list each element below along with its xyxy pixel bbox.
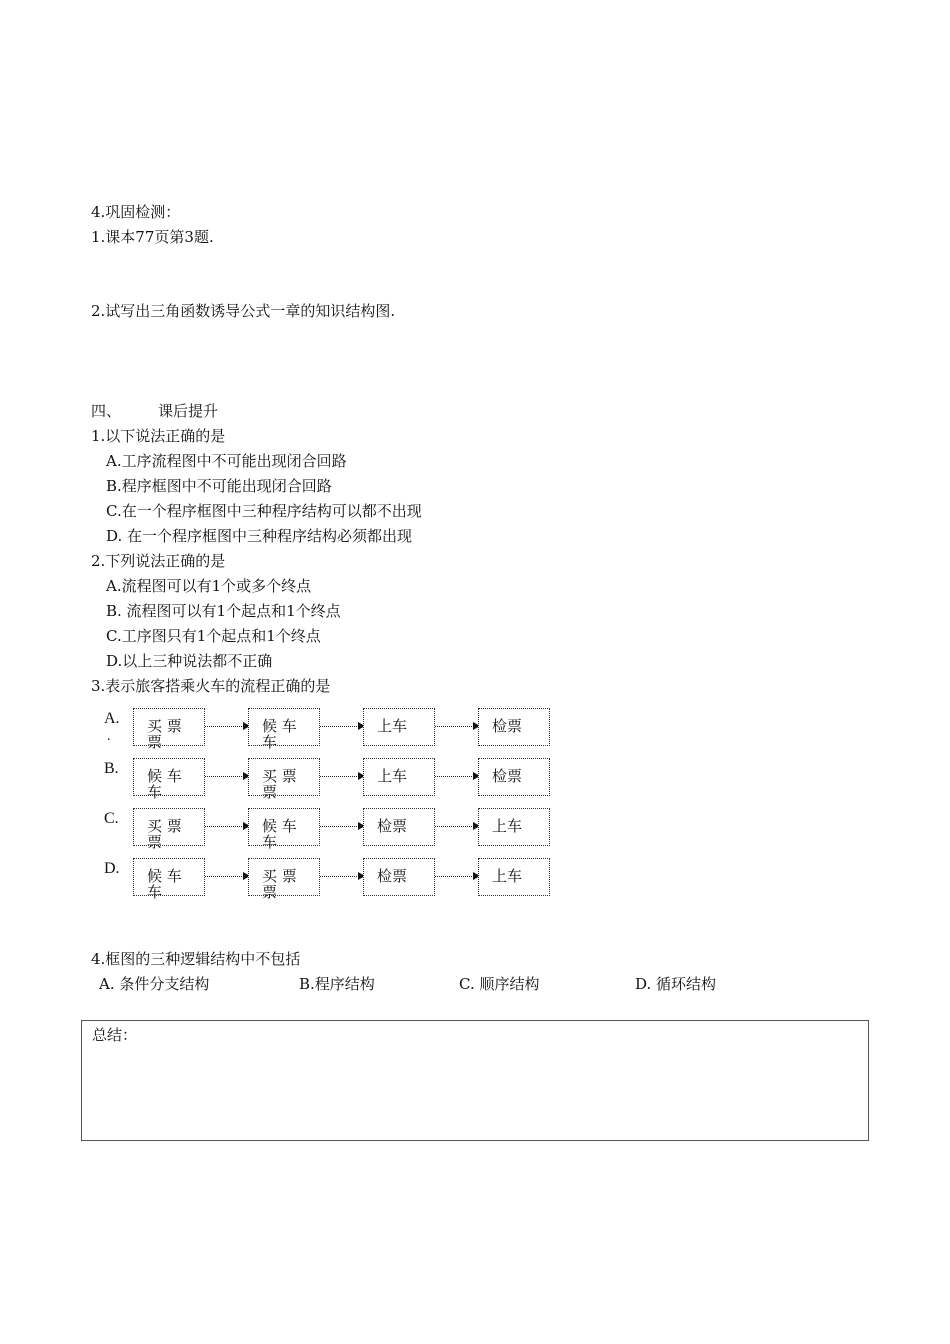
- flow-box: [133, 808, 205, 851]
- q3-stem: 3.表示旅客搭乘火车的流程正确的是: [91, 677, 331, 695]
- summary-label: 总结：: [92, 1026, 138, 1044]
- q4-option-b: B.程序结构: [299, 975, 375, 993]
- flow-box: [248, 858, 320, 901]
- flow-row-dot: .: [107, 729, 111, 744]
- box-text-wrap: 票: [262, 783, 278, 801]
- flow-arrow-icon: [320, 826, 363, 827]
- flow-arrow-icon: [320, 776, 363, 777]
- box-text: 检票: [492, 717, 523, 735]
- check-question-2: 2.试写出三角函数诱导公式一章的知识结构图.: [91, 302, 396, 320]
- box-text-wrap: 车: [147, 883, 163, 901]
- q4-stem: 4.框图的三种逻辑结构中不包括: [91, 950, 301, 968]
- flow-box: [363, 858, 435, 896]
- flow-arrow-icon: [320, 726, 363, 727]
- box-text: 买 票: [262, 767, 297, 785]
- box-text-wrap: 车: [147, 783, 163, 801]
- q2-option-c: C.工序图只有1个起点和1个终点: [106, 627, 321, 645]
- box-text: 上车: [492, 817, 523, 835]
- flow-box: [363, 808, 435, 846]
- flow-arrow-icon: [205, 826, 248, 827]
- flow-arrow-icon: [435, 876, 478, 877]
- flow-box: [363, 708, 435, 746]
- flow-arrow-icon: [435, 826, 478, 827]
- box-text-wrap: 车: [262, 733, 278, 751]
- flow-arrow-icon: [435, 776, 478, 777]
- flow-row-label: B.: [104, 760, 119, 777]
- flow-box: [363, 758, 435, 796]
- flow-row-label: D.: [104, 860, 120, 877]
- flow-arrow-icon: [320, 876, 363, 877]
- flow-box: [478, 708, 550, 746]
- flow-row-label: C.: [104, 810, 119, 827]
- q4-option-a: A. 条件分支结构: [99, 975, 210, 993]
- flow-box: [248, 808, 320, 851]
- box-text: 检票: [377, 867, 408, 885]
- section-number: 四、: [91, 402, 122, 420]
- q1-option-c: C.在一个程序框图中三种程序结构可以都不出现: [106, 502, 422, 520]
- flow-arrow-icon: [205, 876, 248, 877]
- q1-option-b: B.程序框图中不可能出现闭合回路: [106, 477, 332, 495]
- box-text-wrap: 车: [262, 833, 278, 851]
- flow-box: [478, 858, 550, 896]
- box-text: 检票: [492, 767, 523, 785]
- q4-option-c: C. 顺序结构: [459, 975, 540, 993]
- box-text: 买 票: [147, 717, 182, 735]
- box-text-wrap: 票: [147, 733, 163, 751]
- q4-option-d: D. 循环结构: [635, 975, 717, 993]
- flow-arrow-icon: [435, 726, 478, 727]
- section-title: 课后提升: [158, 402, 219, 420]
- box-text: 上车: [492, 867, 523, 885]
- box-text: 买 票: [147, 817, 182, 835]
- flow-box: [133, 858, 205, 901]
- flow-box: [133, 708, 205, 751]
- summary-box: [81, 1020, 869, 1141]
- box-text-wrap: 票: [147, 833, 163, 851]
- q1-option-d: D. 在一个程序框图中三种程序结构必须都出现: [106, 527, 413, 545]
- q2-option-a: A.流程图可以有1个或多个终点: [106, 577, 312, 595]
- check-question-1: 1.课本77页第3题.: [91, 228, 214, 246]
- q1-option-a: A.工序流程图中不可能出现闭合回路: [106, 452, 347, 470]
- flow-box: [248, 708, 320, 751]
- box-text: 检票: [377, 817, 408, 835]
- q2-stem: 2.下列说法正确的是: [91, 552, 226, 570]
- flow-box: [248, 758, 320, 801]
- box-text: 候 车: [262, 717, 297, 735]
- check-heading: 4.巩固检测：: [91, 203, 181, 221]
- flow-box: [478, 758, 550, 796]
- flow-box: [133, 758, 205, 801]
- box-text: 候 车: [147, 867, 182, 885]
- flow-box: [478, 808, 550, 846]
- q2-option-d: D.以上三种说法都不正确: [106, 652, 273, 670]
- box-text-wrap: 票: [262, 883, 278, 901]
- box-text: 上车: [377, 717, 408, 735]
- flow-arrow-icon: [205, 726, 248, 727]
- box-text: 买 票: [262, 867, 297, 885]
- q2-option-b: B. 流程图可以有1个起点和1个终点: [106, 602, 341, 620]
- q1-stem: 1.以下说法正确的是: [91, 427, 226, 445]
- flow-arrow-icon: [205, 776, 248, 777]
- box-text: 候 车: [147, 767, 182, 785]
- box-text: 候 车: [262, 817, 297, 835]
- flow-row-label: A.: [104, 710, 120, 727]
- box-text: 上车: [377, 767, 408, 785]
